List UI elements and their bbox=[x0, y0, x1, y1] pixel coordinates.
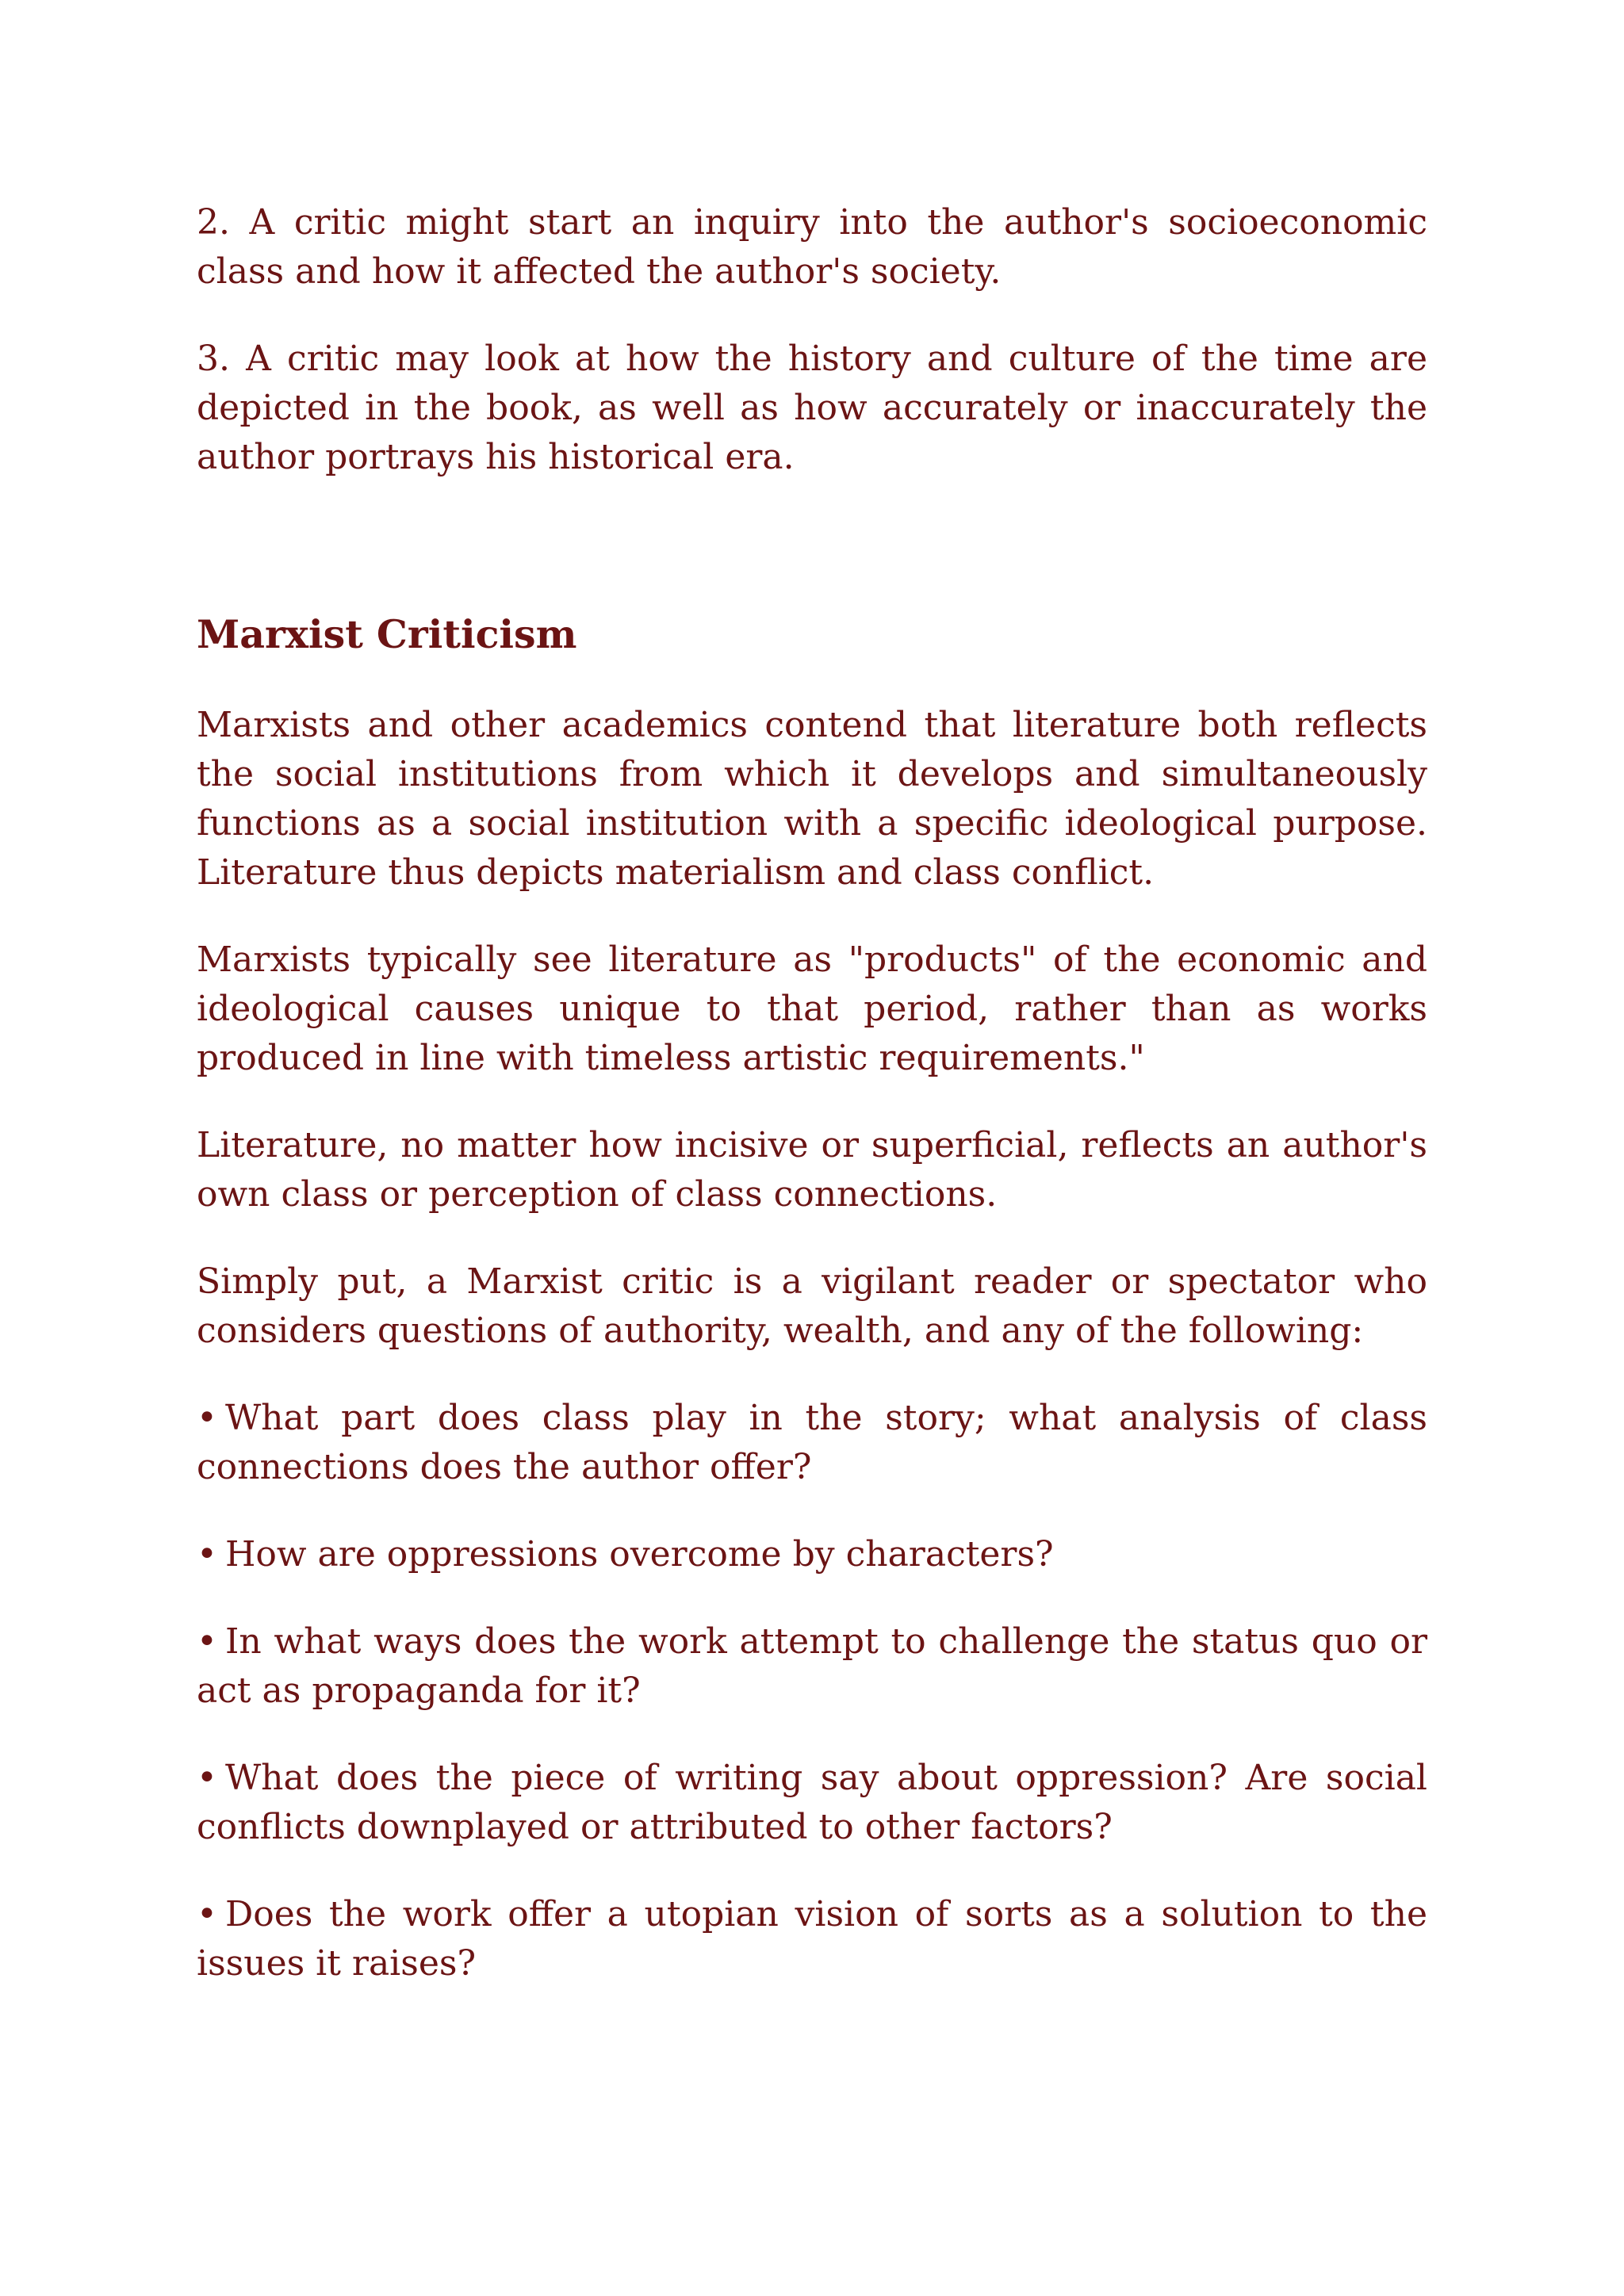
bullet-item-status-quo bbox=[197, 1617, 1427, 1716]
bullet-text: In what ways does the work attempt to challenge the status quo or act as propaganda for it? bbox=[197, 1621, 1427, 1711]
bullet-icon: • bbox=[197, 1758, 217, 1798]
bullet-icon: • bbox=[197, 1398, 217, 1438]
paragraph-products: Marxists typically see literature as "products" of the economic and ideological causes unique to that period, rather than as works produced in line with timeless artistic requirements." bbox=[197, 939, 1427, 1078]
numbered-point-3: 3. A critic may look at how the history and culture of the time are depicted in the book, as well as how accurately or inaccurately the author portrays his historical era. bbox=[197, 339, 1427, 477]
numbered-point-2: 2. A critic might start an inquiry into the author's socioeconomic class and how it affected the author's society. bbox=[197, 202, 1427, 292]
bullet-text: What does the piece of writing say about oppression? Are social conflicts downplayed or attributed to other factors? bbox=[197, 1758, 1427, 1847]
bullet-icon: • bbox=[197, 1534, 217, 1575]
bullet-item-class-role bbox=[197, 1394, 1427, 1492]
bullet-icon: • bbox=[197, 1894, 217, 1934]
paragraph-intro: Marxists and other academics contend that literature both reflects the social institutions from which it develops and simultaneously functions as a social institution with a specific ideological purpose. Literature thus depicts materialism and class conflict. bbox=[197, 705, 1427, 893]
bullet-item-oppression bbox=[197, 1754, 1427, 1852]
paragraph-critic: Simply put, a Marxist critic is a vigilant reader or spectator who considers questions of authority, wealth, and any of the following: bbox=[197, 1261, 1427, 1351]
document-page bbox=[197, 198, 1427, 2026]
paragraph-class: Literature, no matter how incisive or superficial, reflects an author's own class or perception of class connections. bbox=[197, 1125, 1427, 1215]
bullet-icon: • bbox=[197, 1621, 217, 1662]
bullet-item-oppressions bbox=[197, 1530, 1427, 1579]
section-heading: Marxist Criticism bbox=[197, 611, 577, 657]
bullet-text: Does the work offer a utopian vision of sorts as a solution to the issues it raises? bbox=[197, 1894, 1427, 1984]
bullet-text: What part does class play in the story; what analysis of class connections does the author offer? bbox=[197, 1398, 1427, 1487]
bullet-text: How are oppressions overcome by characters? bbox=[224, 1534, 1054, 1575]
bullet-item-utopian bbox=[197, 1890, 1427, 1988]
